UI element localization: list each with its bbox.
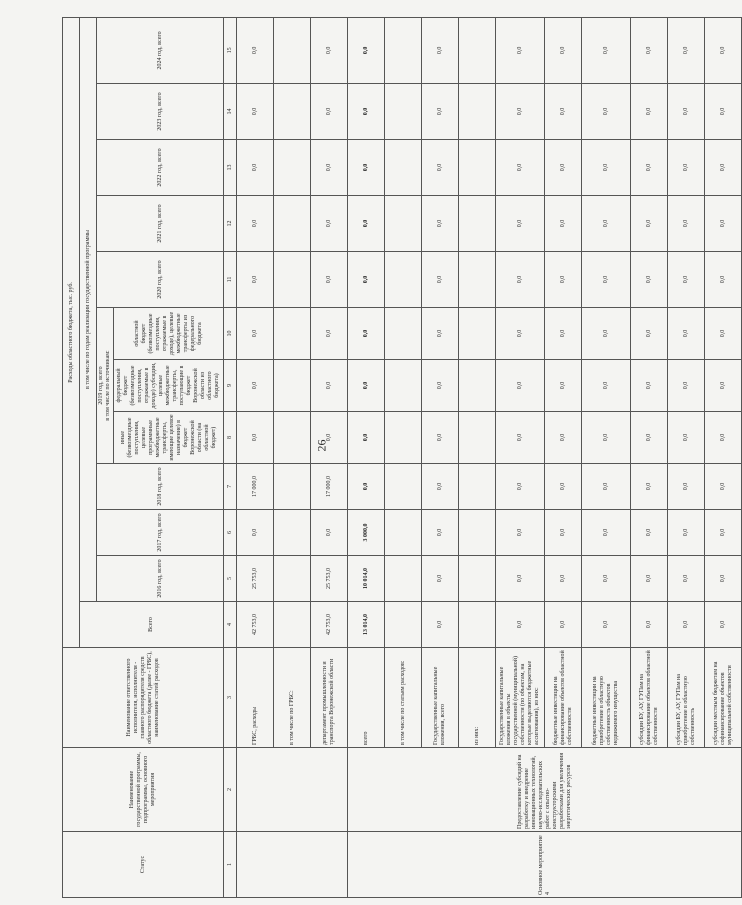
row-value: 0,0 [496, 464, 545, 510]
row-value: 0,0 [631, 464, 668, 510]
row-value: 0,0 [496, 84, 545, 140]
row-value: 0,0 [668, 464, 705, 510]
row-value: 0,0 [237, 17, 274, 83]
row-value: 13 014,0 [348, 602, 385, 648]
row-value: 0,0 [311, 252, 348, 308]
table-row [237, 17, 274, 897]
header-2020: 2020 год, всего [97, 252, 224, 308]
row-value: 0,0 [348, 308, 385, 360]
header-src-federal: федеральный бюджет (безвозмездные поступления, отражаемые в доходе) субсидии, целевые межбюджетные трансферты, поступающие в бюджет Воронежской области из областного бюджета) [114, 360, 224, 412]
column-number: 11 [224, 252, 237, 308]
row-value: 0,0 [582, 360, 631, 412]
column-number: 3 [224, 648, 237, 748]
row-value: 0,0 [545, 602, 582, 648]
row-value: 0,0 [668, 84, 705, 140]
row-value: 0,0 [422, 17, 459, 83]
column-number: 15 [224, 17, 237, 83]
row-value: 0,0 [311, 412, 348, 464]
row-value: 0,0 [496, 140, 545, 196]
row-value [459, 252, 496, 308]
row-value: 0,0 [311, 140, 348, 196]
row-value: 10 014,0 [348, 556, 385, 602]
row-value [459, 360, 496, 412]
header-program-name: Наименование государственной программы, подпрограммы, основного мероприятия [63, 748, 224, 832]
row-value: 0,0 [668, 412, 705, 464]
row-value: 0,0 [545, 412, 582, 464]
row-value [274, 556, 311, 602]
row-value [385, 196, 422, 252]
header-2021: 2021 год, всего [97, 196, 224, 252]
row-value [385, 252, 422, 308]
row-value [459, 602, 496, 648]
row-value: 0,0 [496, 602, 545, 648]
row-value: 0,0 [545, 360, 582, 412]
row-value: 0,0 [422, 84, 459, 140]
row-value: 0,0 [348, 84, 385, 140]
row-value [385, 17, 422, 83]
page-number: 26 [314, 439, 329, 452]
row-value [385, 84, 422, 140]
row-value: 0,0 [582, 602, 631, 648]
header-2019 [97, 308, 114, 464]
row-value: 0,0 [496, 556, 545, 602]
row-status [237, 832, 348, 898]
row-value: 0,0 [705, 510, 742, 556]
row-value: 0,0 [631, 252, 668, 308]
row-value: 0,0 [705, 252, 742, 308]
row-value: 25 753,0 [311, 556, 348, 602]
row-value [274, 252, 311, 308]
row-value [274, 308, 311, 360]
row-executor: бюджетные инвестиции на финансирование объектов областной собственности [545, 648, 582, 748]
row-value: 0,0 [545, 252, 582, 308]
header-src-other: иные (безвозмездные поступления, целевые программные межбюджетные трансферты, имеющие целевое назначение) в бюджет Воронежской области (на областной бюджет) [114, 412, 224, 464]
row-value: 0,0 [668, 360, 705, 412]
header-2019-label: 2019 год, всего [98, 366, 104, 405]
row-value: 0,0 [631, 196, 668, 252]
row-value: 0,0 [237, 196, 274, 252]
row-value [274, 196, 311, 252]
row-value [274, 412, 311, 464]
row-value: 0,0 [582, 412, 631, 464]
row-value: 0,0 [348, 412, 385, 464]
row-value: 0,0 [348, 252, 385, 308]
header-incl: в том числе по источникам: [105, 350, 111, 421]
row-value [385, 412, 422, 464]
row-value: 0,0 [668, 308, 705, 360]
row-value: 0,0 [705, 412, 742, 464]
row-value: 0,0 [668, 196, 705, 252]
row-value: 0,0 [668, 602, 705, 648]
column-number: 13 [224, 140, 237, 196]
row-value [385, 308, 422, 360]
row-value: 0,0 [631, 84, 668, 140]
row-value: 0,0 [311, 510, 348, 556]
row-value: 0,0 [631, 412, 668, 464]
row-value [274, 17, 311, 83]
budget-table [62, 17, 742, 898]
row-value [385, 140, 422, 196]
row-executor: всего [348, 648, 385, 748]
row-value: 0,0 [631, 308, 668, 360]
rotated-table-sheet [62, 18, 733, 898]
row-value: 0,0 [348, 196, 385, 252]
row-executor: Государственные капитальные вложения в объекты государственной (муниципальной) собственности (по объектам, на которые выделяются бюджетные ассигнования), из них: [496, 648, 545, 748]
row-program-name [237, 748, 348, 832]
row-value: 0,0 [496, 17, 545, 83]
row-value [274, 510, 311, 556]
row-value [274, 84, 311, 140]
row-value: 0,0 [311, 196, 348, 252]
row-value [459, 510, 496, 556]
row-value: 0,0 [582, 140, 631, 196]
row-value: 0,0 [496, 510, 545, 556]
row-value: 0,0 [237, 140, 274, 196]
row-executor: департамент промышленности и транспорта Воронежской области [311, 648, 348, 748]
row-value [459, 196, 496, 252]
row-value: 0,0 [631, 602, 668, 648]
row-value: 0,0 [668, 252, 705, 308]
row-value: 0,0 [705, 464, 742, 510]
row-value: 0,0 [311, 360, 348, 412]
row-value: 0,0 [422, 602, 459, 648]
row-status: Основное мероприятие 4 [348, 832, 742, 898]
row-value: 0,0 [705, 308, 742, 360]
column-number: 9 [224, 360, 237, 412]
column-number: 5 [224, 556, 237, 602]
row-value: 0,0 [496, 196, 545, 252]
row-value [385, 602, 422, 648]
row-value [274, 602, 311, 648]
row-value: 0,0 [422, 196, 459, 252]
row-value: 0,0 [545, 464, 582, 510]
row-value [459, 17, 496, 83]
column-number: 12 [224, 196, 237, 252]
column-number: 8 [224, 412, 237, 464]
row-value: 0,0 [631, 510, 668, 556]
row-value: 42 753,0 [311, 602, 348, 648]
row-value: 0,0 [545, 140, 582, 196]
row-executor: в том числе по ГРБС: [274, 648, 311, 748]
row-value: 0,0 [705, 84, 742, 140]
row-value: 0,0 [582, 510, 631, 556]
row-value: 0,0 [237, 360, 274, 412]
row-value: 0,0 [422, 556, 459, 602]
row-value: 0,0 [668, 140, 705, 196]
row-value: 0,0 [496, 360, 545, 412]
row-value: 0,0 [496, 412, 545, 464]
header-2023: 2023 год, всего [97, 84, 224, 140]
row-value: 0,0 [705, 17, 742, 83]
header-2016: 2016 год, всего [97, 556, 224, 602]
row-value: 0,0 [631, 360, 668, 412]
header-expenses-subtitle: в том числе по годам реализации государственной программы [80, 17, 97, 601]
row-value: 0,0 [705, 556, 742, 602]
row-value [459, 308, 496, 360]
row-value: 0,0 [705, 602, 742, 648]
row-value: 0,0 [237, 252, 274, 308]
row-value: 0,0 [348, 360, 385, 412]
row-value: 0,0 [582, 308, 631, 360]
row-value [459, 84, 496, 140]
row-value: 0,0 [237, 412, 274, 464]
column-number: 6 [224, 510, 237, 556]
row-value [385, 556, 422, 602]
header-status: Статус [63, 832, 224, 898]
row-value [459, 556, 496, 602]
column-number: 2 [224, 748, 237, 832]
header-2017: 2017 год, всего [97, 510, 224, 556]
row-value: 0,0 [348, 464, 385, 510]
row-value: 0,0 [582, 556, 631, 602]
row-value: 0,0 [237, 510, 274, 556]
row-value [385, 360, 422, 412]
row-value: 0,0 [496, 308, 545, 360]
column-number: 10 [224, 308, 237, 360]
row-value: 0,0 [311, 84, 348, 140]
table-row [348, 17, 385, 897]
table-body [237, 17, 742, 897]
row-executor: из них: [459, 648, 496, 748]
row-value: 17 000,0 [237, 464, 274, 510]
header-executor: Наименование ответственного исполнителя, исполнителя - главного распорядителя средств областного бюджета (далее - ГРБС), наименование статей расходов [63, 648, 224, 748]
row-value: 0,0 [545, 510, 582, 556]
row-value: 0,0 [631, 140, 668, 196]
row-executor: в том числе по статьям расходов: [385, 648, 422, 748]
row-value [385, 510, 422, 556]
row-value: 25 753,0 [237, 556, 274, 602]
row-value: 0,0 [422, 252, 459, 308]
row-value [274, 464, 311, 510]
row-value: 0,0 [545, 308, 582, 360]
row-value: 0,0 [705, 196, 742, 252]
row-value: 0,0 [422, 360, 459, 412]
row-value [459, 464, 496, 510]
row-value: 0,0 [545, 84, 582, 140]
column-number: 7 [224, 464, 237, 510]
row-value: 0,0 [582, 464, 631, 510]
row-executor: субсидии БУ, АУ, ГУПам на финансирование объектов областной собственности [631, 648, 668, 748]
row-value: 17 000,0 [311, 464, 348, 510]
row-value [274, 360, 311, 412]
header-2024: 2024 год, всего [97, 17, 224, 83]
row-value: 0,0 [582, 252, 631, 308]
row-value: 0,0 [705, 360, 742, 412]
row-value: 0,0 [237, 84, 274, 140]
row-executor: ГРБС, расходы [237, 648, 274, 748]
row-value: 0,0 [422, 464, 459, 510]
header-total: Всего [80, 602, 224, 648]
row-program-name: Предоставление субсидий на разработку и внедрение инновационных технологий, научно-исследовательских работ с опытно-конструкторскими разработками для увеличения энергетических ресурсов [348, 748, 742, 832]
column-number-row [224, 17, 237, 897]
row-value: 3 000,0 [348, 510, 385, 556]
column-number: 4 [224, 602, 237, 648]
header-expenses-title: Расходы областного бюджета, тыс. руб. [63, 17, 80, 647]
row-value: 0,0 [237, 308, 274, 360]
row-value: 0,0 [668, 510, 705, 556]
row-value: 0,0 [311, 308, 348, 360]
row-executor: субсидии БУ, АУ, ГУПам на приобретение в областную собственность [668, 648, 705, 748]
row-executor: субсидии местным бюджетам на софинансирование объектов муниципальной собственности [705, 648, 742, 748]
column-number: 1 [224, 832, 237, 898]
row-value [274, 140, 311, 196]
row-value: 0,0 [705, 140, 742, 196]
row-value: 0,0 [348, 17, 385, 83]
header-src-regional: областной бюджет (безвозмездные поступления, отражаемые в доходе), целевые межбюджетные трансферты из федерального бюджета [114, 308, 224, 360]
row-value: 0,0 [422, 308, 459, 360]
row-value: 0,0 [348, 140, 385, 196]
row-value: 0,0 [422, 140, 459, 196]
row-value: 0,0 [582, 17, 631, 83]
header-2022: 2022 год, всего [97, 140, 224, 196]
row-value: 0,0 [631, 17, 668, 83]
row-value: 0,0 [545, 556, 582, 602]
row-value: 0,0 [631, 556, 668, 602]
row-executor: Государственные капитальные вложения, всего [422, 648, 459, 748]
row-value: 0,0 [582, 84, 631, 140]
row-value [385, 464, 422, 510]
row-value [459, 412, 496, 464]
header-2018: 2018 год, всего [97, 464, 224, 510]
row-value: 0,0 [582, 196, 631, 252]
row-value [459, 140, 496, 196]
row-value: 0,0 [668, 17, 705, 83]
row-value: 0,0 [545, 196, 582, 252]
row-value: 0,0 [496, 252, 545, 308]
row-executor: бюджетные инвестиции на приобретение в областную собственность объектов недвижимого имущества [582, 648, 631, 748]
row-value: 0,0 [422, 510, 459, 556]
row-value: 0,0 [422, 412, 459, 464]
row-value: 0,0 [668, 556, 705, 602]
row-value: 0,0 [545, 17, 582, 83]
row-value: 0,0 [311, 17, 348, 83]
row-value: 42 753,0 [237, 602, 274, 648]
column-number: 14 [224, 84, 237, 140]
